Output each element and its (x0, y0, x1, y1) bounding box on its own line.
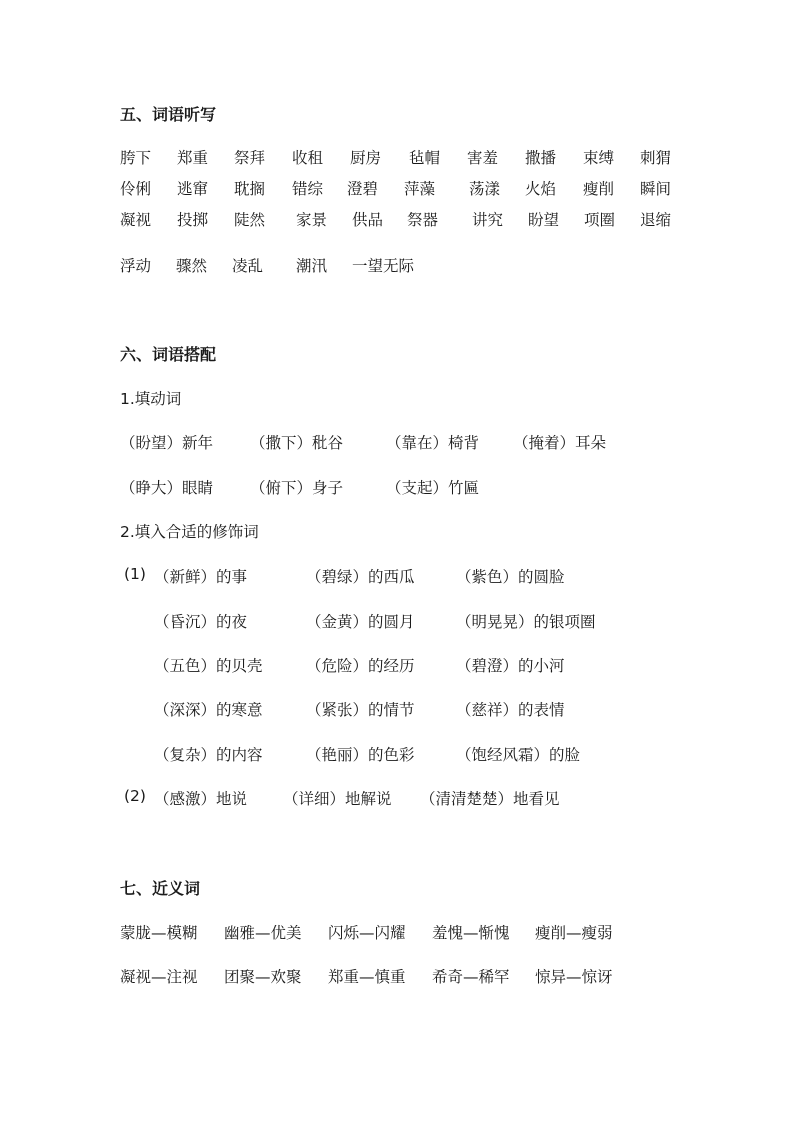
word: 项圈 (584, 211, 616, 229)
modifier-phrase: （危险）的经历 (306, 657, 415, 675)
verb-phrase: （睁大）眼睛 (120, 479, 214, 497)
word: 供品 (352, 211, 384, 229)
word: 错综 (292, 180, 324, 198)
verb-phrase: （盼望）新年 (120, 434, 214, 452)
modifier-phrase: （艳丽）的色彩 (306, 746, 415, 764)
section-5-heading: 五、词语听写 (120, 105, 217, 124)
word: 逃窜 (177, 180, 209, 198)
word: 伶俐 (120, 180, 152, 198)
synonym-pair: 瘦削—瘦弱 (535, 924, 613, 942)
synonym-pair: 闪烁—闪耀 (328, 924, 406, 942)
item-number: (1) (124, 565, 146, 583)
synonym-pair: 团聚—欢聚 (224, 968, 302, 986)
word: 祭拜 (234, 149, 266, 167)
modifier-phrase: （明晃晃）的银项圈 (456, 613, 596, 631)
word: 郑重 (177, 149, 209, 167)
section-6-heading: 六、词语搭配 (120, 345, 217, 364)
word: 凝视 (120, 211, 152, 229)
word: 萍藻 (404, 180, 436, 198)
word: 胯下 (120, 149, 152, 167)
modifier-phrase: （深深）的寒意 (154, 701, 263, 719)
word: 陡然 (234, 211, 266, 229)
modifier-phrase: （紫色）的圆脸 (456, 568, 565, 586)
word: 耽搁 (234, 180, 266, 198)
section-7-heading: 七、近义词 (120, 879, 201, 898)
word: 投掷 (177, 211, 209, 229)
synonym-pair: 希奇—稀罕 (432, 968, 510, 986)
word: 祭器 (407, 211, 439, 229)
word: 家景 (296, 211, 328, 229)
synonym-pair: 羞愧—惭愧 (432, 924, 510, 942)
word: 刺猬 (640, 149, 672, 167)
word: 收租 (292, 149, 324, 167)
item-number: (2) (124, 787, 146, 805)
subsection-2-title: 2.填入合适的修饰词 (120, 523, 259, 541)
synonym-pair: 惊异—惊讶 (535, 968, 613, 986)
modifier-phrase: （碧澄）的小河 (456, 657, 565, 675)
modifier-phrase: （紧张）的情节 (306, 701, 415, 719)
word: 盼望 (528, 211, 560, 229)
word: 骤然 (176, 257, 208, 275)
word: 瘦削 (583, 180, 615, 198)
word: 害羞 (467, 149, 499, 167)
modifier-phrase: （新鲜）的事 (154, 568, 248, 586)
word: 厨房 (350, 149, 382, 167)
modifier-phrase: （五色）的贝壳 (154, 657, 263, 675)
modifier-phrase: （碧绿）的西瓜 (306, 568, 415, 586)
word: 荡漾 (469, 180, 501, 198)
verb-phrase: （掩着）耳朵 (513, 434, 607, 452)
word: 澄碧 (347, 180, 379, 198)
word: 毡帽 (409, 149, 441, 167)
adverb-phrase: （清清楚楚）地看见 (420, 790, 560, 808)
synonym-pair: 蒙胧—模糊 (120, 924, 198, 942)
word: 撒播 (525, 149, 557, 167)
adverb-phrase: （详细）地解说 (283, 790, 392, 808)
synonym-pair: 凝视—注视 (120, 968, 198, 986)
modifier-phrase: （金黄）的圆月 (306, 613, 415, 631)
word: 凌乱 (232, 257, 264, 275)
word: 束缚 (583, 149, 615, 167)
subsection-1-title: 1.填动词 (120, 390, 182, 408)
modifier-phrase: （复杂）的内容 (154, 746, 263, 764)
verb-phrase: （支起）竹匾 (386, 479, 480, 497)
word: 一望无际 (352, 257, 415, 275)
word: 潮汛 (296, 257, 328, 275)
word: 浮动 (120, 257, 152, 275)
word: 退缩 (640, 211, 672, 229)
synonym-pair: 幽雅—优美 (224, 924, 302, 942)
verb-phrase: （撒下）秕谷 (250, 434, 344, 452)
word: 讲究 (472, 211, 504, 229)
word: 瞬间 (640, 180, 672, 198)
modifier-phrase: （饱经风霜）的脸 (456, 746, 581, 764)
adverb-phrase: （感激）地说 (154, 790, 248, 808)
verb-phrase: （俯下）身子 (250, 479, 344, 497)
modifier-phrase: （昏沉）的夜 (154, 613, 248, 631)
word: 火焰 (525, 180, 557, 198)
synonym-pair: 郑重—慎重 (328, 968, 406, 986)
modifier-phrase: （慈祥）的表情 (456, 701, 565, 719)
verb-phrase: （靠在）椅背 (386, 434, 480, 452)
